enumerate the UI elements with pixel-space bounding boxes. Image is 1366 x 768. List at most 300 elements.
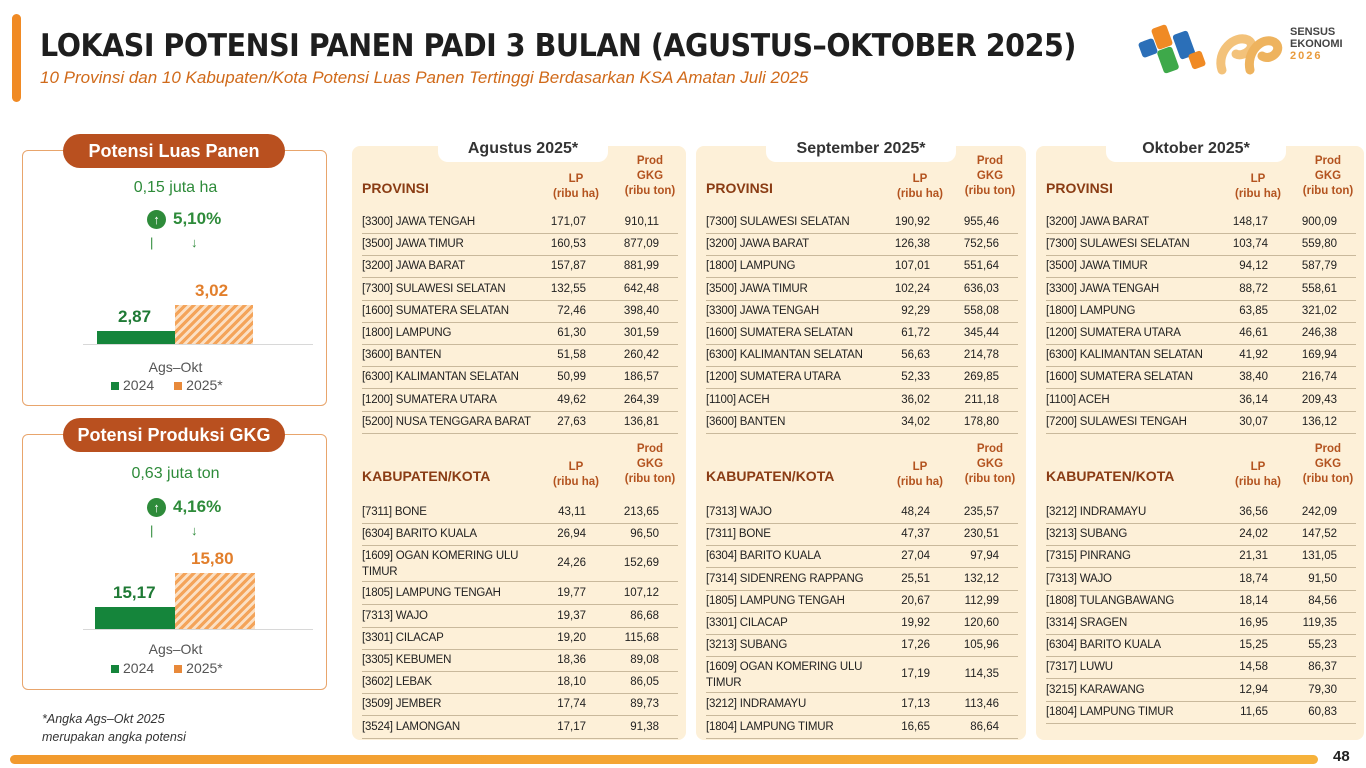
value-2025: 3,02 (195, 281, 229, 300)
row-lp: 38,40 (1239, 371, 1268, 384)
row-prod: 235,57 (963, 506, 999, 518)
table-row (362, 390, 678, 412)
row-prod: 214,78 (963, 349, 999, 362)
legend-2025-swatch (174, 665, 182, 673)
column-header-prod: Prod GKG (ribu ton) (624, 443, 676, 485)
row-lp: 102,24 (894, 282, 930, 295)
row-lp: 24,02 (1239, 528, 1268, 541)
table-row (1046, 546, 1356, 568)
row-name: [3301] CILACAP (362, 631, 444, 644)
row-lp: 17,74 (557, 698, 586, 711)
row-lp: 15,25 (1239, 639, 1268, 652)
column-header-prod: Prod GKG (ribu ton) (624, 155, 676, 197)
row-name: [3213] SUBANG (1046, 528, 1128, 541)
column-header-lp: LP (ribu ha) (1235, 461, 1281, 488)
row-lp: 36,56 (1239, 506, 1268, 518)
tick-mark-icon: | (150, 235, 154, 250)
bar-2024 (95, 607, 175, 629)
table-row (1046, 212, 1356, 234)
row-name: [7311] BONE (706, 528, 771, 541)
row-prod: 345,44 (963, 327, 999, 339)
arrow-down-icon: ↓ (191, 523, 198, 538)
row-prod: 216,74 (1301, 371, 1337, 384)
row-lp: 43,11 (558, 506, 586, 518)
row-lp: 49,62 (557, 393, 586, 406)
section-header: PROVINSI (706, 180, 773, 196)
month-title: September 2025* (766, 136, 956, 162)
row-name: [3300] JAWA TENGAH (1046, 282, 1159, 295)
row-name: [1200] SUMATERA UTARA (1046, 327, 1181, 339)
summary-growth: 4,16% (173, 497, 222, 516)
row-prod: 213,65 (623, 506, 659, 518)
table-row (1046, 256, 1356, 278)
sensus-ekonomi-logo-text: SENSUS EKONOMI 2026 (1290, 26, 1343, 62)
month-panel (696, 140, 1026, 740)
row-prod: 551,64 (963, 260, 999, 273)
table-row (1046, 702, 1356, 724)
table-row (362, 212, 678, 234)
row-prod: 955,46 (963, 216, 999, 228)
row-prod: 242,09 (1301, 506, 1337, 518)
row-name: [3212] INDRAMAYU (706, 698, 807, 711)
row-lp: 17,13 (901, 698, 930, 711)
row-lp: 17,17 (557, 720, 586, 733)
table-row (706, 717, 1018, 739)
row-lp: 19,92 (901, 617, 930, 629)
row-lp: 17,19 (901, 668, 930, 681)
row-prod: 186,57 (623, 371, 659, 384)
table-row (706, 345, 1018, 367)
row-prod: 558,08 (963, 304, 999, 317)
month-title: Oktober 2025* (1106, 136, 1286, 162)
section-header: PROVINSI (1046, 180, 1113, 196)
row-name: [6304] BARITO KUALA (706, 550, 821, 563)
summary-title: Potensi Luas Panen (63, 134, 285, 168)
row-name: [1609] OGAN KOMERING ULU TIMUR (706, 661, 863, 690)
table-row (1046, 345, 1356, 367)
row-lp: 14,58 (1239, 661, 1268, 674)
row-prod: 86,64 (970, 720, 999, 733)
table-row (1046, 301, 1356, 323)
table-row (706, 694, 1018, 716)
table-row (706, 256, 1018, 278)
column-header-prod: Prod GKG (ribu ton) (964, 443, 1016, 485)
value-2025: 15,80 (191, 549, 234, 568)
section-header: KABUPATEN/KOTA (706, 468, 835, 484)
table-row (362, 345, 678, 367)
table-row (1046, 390, 1356, 412)
row-name: [6300] KALIMANTAN SELATAN (1046, 349, 1203, 362)
table-row (362, 650, 678, 672)
row-prod: 246,38 (1301, 327, 1337, 339)
row-prod: 211,18 (964, 393, 999, 406)
column-header-lp: LP (ribu ha) (553, 173, 599, 200)
row-prod: 86,68 (630, 609, 659, 622)
row-lp: 27,63 (557, 415, 586, 428)
row-lp: 36,14 (1239, 393, 1268, 406)
summary-title: Potensi Produksi GKG (63, 418, 285, 452)
bar-2024 (97, 331, 175, 344)
row-name: [3600] BANTEN (362, 349, 442, 362)
month-panel (352, 140, 686, 740)
chart-baseline (83, 629, 313, 630)
row-lp: 190,92 (894, 216, 930, 228)
row-prod: 112,99 (964, 594, 999, 607)
row-lp: 11,65 (1240, 705, 1268, 718)
table-row (706, 657, 1018, 693)
column-header-prod: Prod GKG (ribu ton) (1302, 155, 1354, 197)
column-header-lp: LP (ribu ha) (553, 461, 599, 488)
row-name: [1805] LAMPUNG TENGAH (362, 587, 501, 600)
row-name: [3500] JAWA TIMUR (362, 238, 464, 251)
column-header-lp: LP (ribu ha) (897, 173, 943, 200)
row-prod: 84,56 (1308, 594, 1337, 607)
table-row (706, 569, 1018, 591)
row-lp: 157,87 (550, 260, 586, 273)
row-name: [6304] BARITO KUALA (362, 528, 477, 541)
row-lp: 148,17 (1232, 216, 1268, 228)
row-lp: 41,92 (1239, 349, 1268, 362)
row-lp: 34,02 (901, 415, 930, 428)
row-prod: 115,68 (624, 631, 659, 644)
row-prod: 260,42 (623, 349, 659, 362)
row-name: [1800] LAMPUNG (362, 327, 452, 339)
table-row (706, 635, 1018, 657)
row-lp: 12,94 (1239, 683, 1268, 696)
row-prod: 881,99 (623, 260, 659, 273)
row-prod: 107,12 (623, 587, 659, 600)
table-row (362, 234, 678, 256)
summary-luas-panen (22, 141, 327, 406)
column-header-prod: Prod GKG (ribu ton) (1302, 443, 1354, 485)
legend-2024-swatch (111, 665, 119, 673)
table-row (1046, 234, 1356, 256)
row-prod: 642,48 (623, 282, 659, 295)
row-prod: 96,50 (630, 528, 659, 541)
row-name: [3509] JEMBER (362, 698, 442, 711)
row-name: [7313] WAJO (1046, 572, 1112, 585)
row-prod: 136,12 (1301, 415, 1337, 428)
footer-accent-bar (10, 755, 1318, 764)
table-row (1046, 524, 1356, 546)
row-prod: 113,46 (964, 698, 999, 711)
table-row (362, 279, 678, 301)
row-lp: 21,31 (1239, 550, 1268, 563)
section-header: PROVINSI (362, 180, 429, 196)
row-name: [6304] BARITO KUALA (1046, 639, 1161, 652)
row-lp: 30,07 (1239, 415, 1268, 428)
row-name: [1805] LAMPUNG TENGAH (706, 594, 845, 607)
table-row (362, 546, 678, 582)
page-number: 48 (1333, 748, 1350, 765)
page-subtitle: 10 Provinsi dan 10 Kabupaten/Kota Potensi Luas Panen Tertinggi Berdasarkan KSA Amatan Juli 2025 (40, 68, 809, 87)
legend-2025-swatch (174, 382, 182, 390)
row-name: [7311] BONE (362, 506, 427, 518)
month-panel (1036, 140, 1364, 740)
table-row (706, 524, 1018, 546)
row-name: [3500] JAWA TIMUR (706, 282, 808, 295)
row-prod: 131,05 (1301, 550, 1337, 563)
row-prod: 398,40 (623, 304, 659, 317)
row-lp: 19,20 (557, 631, 586, 644)
row-prod: 636,03 (963, 282, 999, 295)
row-lp: 27,04 (901, 550, 930, 563)
table-row (706, 546, 1018, 568)
arrow-up-icon: ↑ (147, 498, 166, 517)
row-name: [1200] SUMATERA UTARA (706, 371, 841, 384)
row-name: [7313] WAJO (706, 506, 772, 518)
row-lp: 126,38 (894, 238, 930, 251)
row-name: [1800] LAMPUNG (1046, 304, 1136, 317)
row-name: [7200] SULAWESI TENGAH (1046, 415, 1187, 428)
page-title: LOKASI POTENSI PANEN PADI 3 BULAN (AGUSTUS–OKTOBER 2025) (40, 28, 1076, 64)
tick-mark-icon: | (150, 523, 154, 538)
row-name: [7317] LUWU (1046, 661, 1113, 674)
table-row (362, 628, 678, 650)
summary-growth: 5,10% (173, 209, 222, 228)
row-lp: 51,58 (557, 349, 586, 362)
summary-legend: 2024 2025* (111, 660, 223, 676)
row-lp: 61,72 (901, 327, 930, 339)
table-row (1046, 591, 1356, 613)
row-lp: 50,99 (557, 371, 586, 384)
row-name: [7300] SULAWESI SELATAN (1046, 238, 1190, 251)
row-prod: 97,94 (970, 550, 999, 563)
row-name: [3200] JAWA BARAT (362, 260, 465, 273)
row-prod: 152,69 (623, 557, 659, 570)
summary-total: 0,15 juta ha (133, 179, 218, 196)
row-prod: 132,12 (963, 572, 999, 585)
table-row (362, 524, 678, 546)
row-lp: 171,07 (550, 216, 586, 228)
row-name: [7315] PINRANG (1046, 550, 1131, 563)
row-lp: 19,77 (557, 587, 586, 600)
row-prod: 91,50 (1308, 572, 1337, 585)
row-prod: 301,59 (623, 327, 659, 339)
row-lp: 107,01 (894, 260, 930, 273)
row-prod: 752,56 (963, 238, 999, 251)
row-prod: 136,81 (623, 415, 659, 428)
table-row (706, 212, 1018, 234)
table-row (362, 672, 678, 694)
value-2024: 2,87 (118, 307, 152, 326)
column-header-lp: LP (ribu ha) (1235, 173, 1281, 200)
row-prod: 60,83 (1308, 705, 1337, 718)
month-title: Agustus 2025* (438, 136, 608, 162)
summary-period: Ags–Okt (148, 641, 203, 657)
row-prod: 269,85 (963, 371, 999, 384)
table-row (706, 367, 1018, 389)
row-lp: 56,63 (901, 349, 930, 362)
table-row (362, 367, 678, 389)
row-prod: 321,02 (1301, 304, 1337, 317)
table-row (706, 390, 1018, 412)
table-row (1046, 569, 1356, 591)
row-prod: 910,11 (624, 216, 659, 228)
row-lp: 24,26 (557, 557, 586, 570)
table-row (706, 412, 1018, 434)
row-lp: 26,94 (557, 528, 586, 541)
section-header: KABUPATEN/KOTA (1046, 468, 1175, 484)
footnote: *Angka Ags–Okt 2025 merupakan angka potensi (42, 712, 186, 744)
row-prod: 558,61 (1301, 282, 1337, 295)
row-name: [3300] JAWA TENGAH (362, 216, 475, 228)
table-row (362, 694, 678, 716)
table-row (1046, 502, 1356, 524)
row-prod: 89,08 (630, 654, 659, 666)
bar-2025 (175, 305, 253, 344)
bar-2025 (175, 573, 255, 629)
row-name: [3300] JAWA TENGAH (706, 304, 819, 317)
row-lp: 16,95 (1239, 617, 1268, 629)
row-lp: 52,33 (901, 371, 930, 384)
row-name: [3602] LEBAK (362, 676, 432, 689)
summary-period: Ags–Okt (148, 359, 203, 375)
row-name: [7314] SIDENRENG RAPPANG (706, 572, 864, 585)
row-lp: 46,61 (1239, 327, 1268, 339)
row-name: [3200] JAWA BARAT (1046, 216, 1149, 228)
row-prod: 169,94 (1301, 349, 1337, 362)
table-row (1046, 412, 1356, 434)
row-prod: 900,09 (1301, 216, 1337, 228)
row-lp: 18,14 (1239, 594, 1268, 607)
row-name: [3215] KARAWANG (1046, 683, 1145, 696)
table-row (362, 412, 678, 434)
row-name: [1800] LAMPUNG (706, 260, 796, 273)
row-name: [3301] CILACAP (706, 617, 788, 629)
table-row (706, 234, 1018, 256)
row-name: [1200] SUMATERA UTARA (362, 393, 497, 406)
sensus-ekonomi-mark-icon (1221, 39, 1278, 70)
row-lp: 16,65 (901, 720, 930, 733)
summary-legend: 2024 2025* (111, 377, 223, 393)
row-prod: 86,05 (630, 676, 659, 689)
row-prod: 877,09 (623, 238, 659, 251)
table-row (1046, 613, 1356, 635)
row-name: [3600] BANTEN (706, 415, 786, 428)
table-row (362, 717, 678, 739)
table-row (706, 502, 1018, 524)
row-name: [3213] SUBANG (706, 639, 788, 652)
row-prod: 587,79 (1301, 260, 1337, 273)
row-prod: 559,80 (1301, 238, 1337, 251)
row-name: [7313] WAJO (362, 609, 428, 622)
row-prod: 147,52 (1301, 528, 1337, 541)
row-prod: 105,96 (963, 639, 999, 652)
table-row (362, 301, 678, 323)
summary-total: 0,63 juta ton (131, 465, 220, 482)
table-row (706, 301, 1018, 323)
row-name: [3200] JAWA BARAT (706, 238, 809, 251)
row-lp: 88,72 (1239, 282, 1268, 295)
table-row (1046, 323, 1356, 345)
table-row (1046, 635, 1356, 657)
row-prod: 55,23 (1308, 639, 1337, 652)
table-row (1046, 367, 1356, 389)
value-2024: 15,17 (113, 583, 156, 602)
row-lp: 72,46 (557, 304, 586, 317)
table-row (1046, 680, 1356, 702)
table-row (362, 256, 678, 278)
table-row (1046, 279, 1356, 301)
row-name: [1804] LAMPUNG TIMUR (706, 720, 834, 733)
row-prod: 264,39 (623, 393, 659, 406)
row-name: [1100] ACEH (1046, 393, 1110, 406)
table-row (706, 591, 1018, 613)
row-prod: 91,38 (630, 720, 659, 733)
row-lp: 20,67 (901, 594, 930, 607)
row-prod: 79,30 (1308, 683, 1337, 696)
row-lp: 48,24 (901, 506, 930, 518)
row-name: [3500] JAWA TIMUR (1046, 260, 1148, 273)
row-lp: 19,37 (557, 609, 586, 622)
chart-baseline (83, 344, 313, 345)
section-header: KABUPATEN/KOTA (362, 468, 491, 484)
row-lp: 92,29 (901, 304, 930, 317)
row-name: [7300] SULAWESI SELATAN (706, 216, 850, 228)
row-name: [3314] SRAGEN (1046, 617, 1128, 629)
row-prod: 114,35 (964, 668, 999, 681)
row-name: [1808] TULANGBAWANG (1046, 594, 1175, 607)
summary-produksi-gkg (22, 425, 327, 690)
row-prod: 230,51 (963, 528, 999, 541)
row-lp: 103,74 (1232, 238, 1268, 251)
row-prod: 178,80 (963, 415, 999, 428)
row-lp: 18,36 (557, 654, 586, 666)
column-header-lp: LP (ribu ha) (897, 461, 943, 488)
row-name: [6300] KALIMANTAN SELATAN (362, 371, 519, 384)
row-prod: 86,37 (1308, 661, 1337, 674)
row-lp: 132,55 (550, 282, 586, 295)
row-lp: 63,85 (1239, 304, 1268, 317)
table-row (706, 323, 1018, 345)
row-name: [1804] LAMPUNG TIMUR (1046, 705, 1174, 718)
arrow-down-icon: ↓ (191, 235, 198, 250)
row-name: [1609] OGAN KOMERING ULU TIMUR (362, 550, 519, 579)
table-row (706, 613, 1018, 635)
row-prod: 209,43 (1301, 393, 1337, 406)
table-row (362, 606, 678, 628)
row-name: [1600] SUMATERA SELATAN (362, 304, 509, 317)
row-name: [1100] ACEH (706, 393, 770, 406)
row-name: [3212] INDRAMAYU (1046, 506, 1147, 518)
row-lp: 25,51 (901, 572, 930, 585)
row-lp: 94,12 (1239, 260, 1268, 273)
row-name: [3524] LAMONGAN (362, 720, 460, 733)
column-header-prod: Prod GKG (ribu ton) (964, 155, 1016, 197)
row-lp: 61,30 (557, 327, 586, 339)
legend-2024-swatch (111, 382, 119, 390)
table-row (706, 279, 1018, 301)
row-name: [6300] KALIMANTAN SELATAN (706, 349, 863, 362)
table-row (1046, 657, 1356, 679)
arrow-up-icon: ↑ (147, 210, 166, 229)
title-accent-bar (12, 14, 21, 102)
row-lp: 47,37 (901, 528, 930, 541)
row-name: [5200] NUSA TENGGARA BARAT (362, 415, 531, 428)
row-name: [7300] SULAWESI SELATAN (362, 282, 506, 295)
row-lp: 18,74 (1239, 572, 1268, 585)
row-lp: 17,26 (901, 639, 930, 652)
row-name: [1600] SUMATERA SELATAN (706, 327, 853, 339)
row-prod: 89,73 (630, 698, 659, 711)
row-lp: 160,53 (550, 238, 586, 251)
row-lp: 36,02 (901, 393, 930, 406)
row-name: [3305] KEBUMEN (362, 654, 452, 666)
row-prod: 119,35 (1302, 617, 1337, 629)
row-lp: 18,10 (557, 676, 586, 689)
table-row (362, 323, 678, 345)
